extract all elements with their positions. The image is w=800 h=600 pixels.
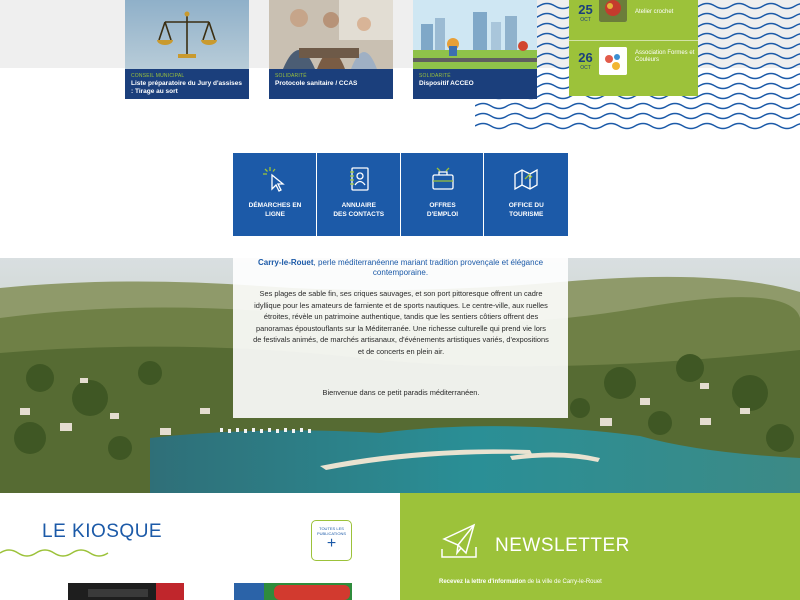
news-card-acceo[interactable] (413, 0, 537, 99)
briefcase-icon (429, 165, 457, 193)
news-card-ccas[interactable] (269, 0, 393, 99)
agenda-item[interactable] (569, 0, 698, 45)
newsletter-title: NEWSLETTER (495, 535, 630, 556)
agenda-panel (569, 0, 698, 96)
cursor-click-icon (261, 165, 289, 193)
quick-label: OFFICE DU TOURISME (508, 202, 544, 218)
plus-icon: + (326, 535, 337, 552)
kiosque-title: LE KIOSQUE (42, 521, 163, 542)
quick-tile-tourisme[interactable] (484, 153, 568, 236)
news-image-justice (125, 0, 249, 69)
news-card-jury[interactable] (125, 0, 249, 99)
news-category: CONSEIL MUNICIPAL (131, 73, 185, 79)
news-category: SOLIDARITÉ (275, 73, 307, 79)
agenda-title[interactable]: Association Formes et Couleurs (635, 50, 695, 63)
quick-label: ANNUAIRE DES CONTACTS (333, 202, 385, 218)
publication-cover[interactable] (68, 583, 184, 600)
all-publications-label: TOUTES LES PUBLICATIONS (316, 526, 347, 536)
intro-closing: Bienvenue dans ce petit paradis méditerranéen. (322, 388, 480, 397)
agenda-title[interactable]: Atelier crochet (635, 9, 674, 15)
agenda-item[interactable] (569, 40, 698, 85)
quick-tile-annuaire[interactable] (317, 153, 401, 236)
quick-tile-demarches[interactable] (233, 153, 317, 236)
intro-lead: Carry-le-Rouet, perle méditerranéenne mariant tradition provençale et élégance contemporaine. (257, 258, 544, 277)
publication-cover[interactable] (234, 583, 352, 600)
news-image-people (269, 0, 393, 69)
all-publications-button[interactable] (311, 520, 352, 561)
kiosque-section (0, 493, 400, 600)
paper-plane-icon (440, 521, 478, 561)
quick-label: DÉMARCHES EN LIGNE (248, 202, 302, 218)
kiosque-wave-decoration (0, 545, 110, 559)
newsletter-subtitle: Recevez la lettre d'information de la ville de Carry-le-Rouet (439, 579, 602, 585)
agenda-thumbnail (599, 47, 627, 75)
intro-body: Ses plages de sable fin, ses criques sauvages, et son port pittoresque offrent un cadre idyllique pour les amateurs de farniente et de sports nautiques. Le centre-ville, aux ruelles étroites, révèle un patrimoine authentique, tandis que les sentiers côtiers offrent des panoramas époustouflants sur la Méditerranée. Une richesse culturelle qui prend vie lors de festivals animés, de marchés artisanaux, d'événements artistiques variés, d'expositions et de concerts en plein air. (253, 289, 549, 356)
news-title[interactable]: Liste préparatoire du Jury d'assises : Tirage au sort (131, 80, 243, 95)
news-title[interactable]: Protocole sanitaire / CCAS (275, 80, 358, 87)
map-icon (512, 165, 540, 193)
newsletter-section (400, 493, 800, 600)
quick-access-bar (233, 153, 568, 236)
news-image-city (413, 0, 537, 69)
address-book-icon (345, 165, 373, 193)
quick-label: OFFRES D'EMPLOI (426, 202, 459, 218)
agenda-date: 25 OCT (578, 2, 593, 23)
agenda-thumbnail (599, 0, 627, 22)
news-title[interactable]: Dispositif ACCEO (419, 80, 474, 87)
news-category: SOLIDARITÉ (419, 73, 451, 79)
agenda-date: 26 OCT (578, 50, 593, 71)
quick-tile-emploi[interactable] (401, 153, 485, 236)
intro-text-box (233, 258, 568, 418)
